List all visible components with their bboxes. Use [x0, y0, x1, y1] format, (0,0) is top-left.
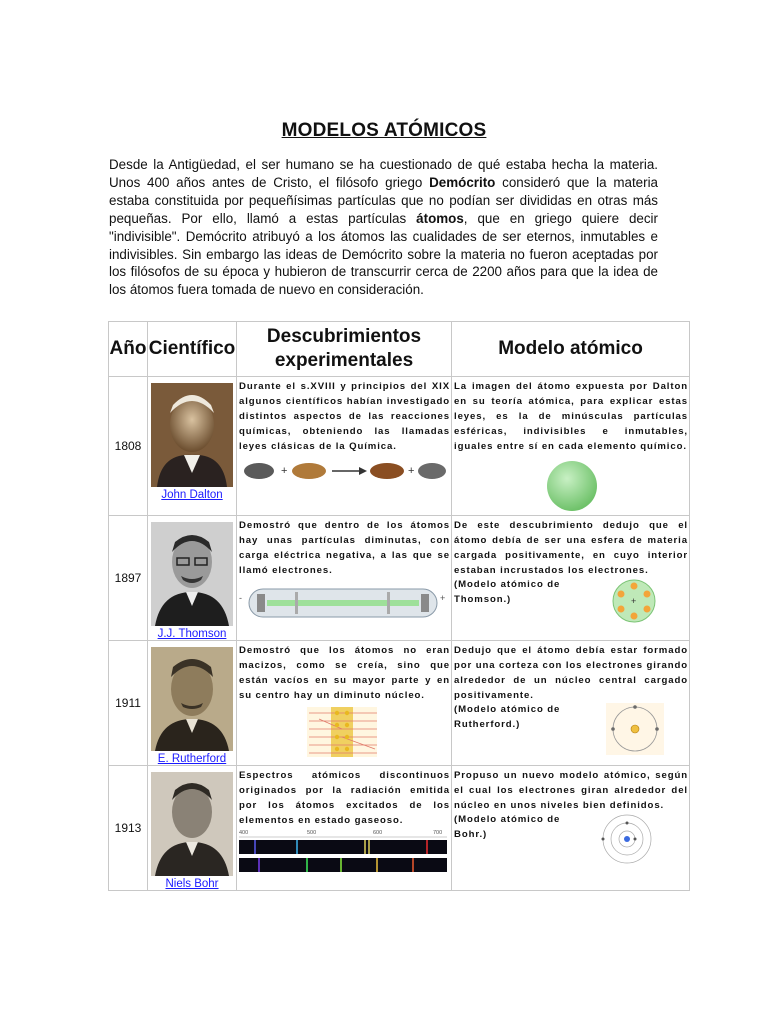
discovery-cell [237, 516, 452, 641]
svg-text:+: + [281, 465, 288, 477]
header-year: Año [109, 322, 148, 377]
table-row [109, 516, 690, 641]
bohr-model-figure [596, 813, 658, 865]
dalton-sphere-figure [452, 458, 688, 512]
header-scientist: Científico [148, 322, 237, 377]
header-model: Modelo atómico [452, 322, 690, 377]
discovery-cell [237, 641, 452, 766]
cathode-ray-tube-figure [237, 583, 449, 625]
rutherford-model-figure [606, 703, 664, 755]
gold-foil-experiment-figure [237, 705, 449, 759]
intro-text-1: Desde la Antigüedad, el ser humano se ha cuestionado de qué estaba hecha la materia. Unos 400 años antes de Cristo, el filósofo griego [109, 157, 658, 190]
spectrum-tick-600: 600 [373, 830, 383, 836]
svg-text:+: + [631, 596, 637, 606]
model-cell [452, 641, 690, 766]
chemical-reaction-figure [237, 456, 449, 482]
table-row [109, 377, 690, 516]
table-row [109, 766, 690, 891]
model-cell [452, 766, 690, 891]
scientist-link-thomson[interactable]: J.J. Thomson [157, 628, 227, 640]
spectrum-tick-700: 700 [433, 830, 443, 836]
bohr-portrait [151, 772, 233, 876]
intro-text-2: consideró que la materia estaba constituida por pequeñísimas partículas que no podían ser divididas en otras más pequeñas. Por ello, llamó a estas partículas [109, 174, 658, 226]
dalton-portrait [151, 383, 233, 487]
scientist-cell [148, 766, 237, 891]
year-cell: 1808 [109, 377, 148, 516]
discovery-cell [237, 377, 452, 516]
intro-paragraph [109, 156, 658, 299]
discovery-text: Espectros atómicos discontinuos originados por la radiación emitida por los átomos excitados de los elementos en estado gaseoso. [239, 770, 450, 826]
scientist-cell [148, 516, 237, 641]
svg-text:+: + [408, 465, 415, 477]
year-cell: 1897 [109, 516, 148, 641]
intro-text-3: , que en griego quiere decir "indivisible". Demócrito atribuyó a los átomos las cualidades de ser eternos, inmutables e indivisibles. Sin embargo las ideas de Demócrito sobre la materia no fueron aceptadas por los filósofos de su época y hubieron de transcurrir cerca de 2200 años para que la idea de los átomos fuera tomada de nuevo en consideración. [109, 210, 658, 298]
scientist-link-bohr[interactable]: Niels Bohr [165, 878, 219, 890]
model-note: (Modelo atómico de Thomson.) [454, 579, 561, 605]
spectrum-tick-400: 400 [239, 830, 249, 836]
discovery-cell [237, 766, 452, 891]
discovery-text: Demostró que los átomos no eran macizos, como se creía, sino que están vacíos en su mayor parte y en su centro hay un diminuto núcleo. [239, 645, 450, 701]
model-text: De este descubrimiento dedujo que el átomo debía de ser una esfera de materia cargada positivamente, en cuyo interior estaban incrustados los electrones. [454, 520, 688, 576]
rutherford-portrait [151, 647, 233, 751]
model-cell [452, 516, 690, 641]
model-cell [452, 377, 690, 516]
discovery-text: Demostró que dentro de los átomos hay unas partículas diminutas, con carga eléctrica negativa, a las que se llamó electrones. [239, 520, 450, 576]
intro-bold-democrito: Demócrito [429, 174, 496, 190]
page-title: MODELOS ATÓMICOS [281, 120, 487, 141]
model-text: Propuso un nuevo modelo atómico, según el cual los electrones giran alrededor del núcleo en unos niveles bien definidos. [454, 770, 688, 811]
table-header-row [109, 322, 690, 377]
scientist-link-rutherford[interactable]: E. Rutherford [157, 753, 227, 765]
thomson-model-figure [604, 578, 664, 624]
model-note: (Modelo atómico de Bohr.) [454, 814, 561, 840]
scientist-cell [148, 641, 237, 766]
year-cell: 1911 [109, 641, 148, 766]
year-cell: 1913 [109, 766, 148, 891]
discovery-text: Durante el s.XVIII y principios del XIX algunos científicos habían investigado distintos aspectos de las reacciones químicas, obteniendo las llamadas leyes clásicas de la Química. [239, 381, 450, 452]
svg-text:-: - [239, 593, 242, 603]
thomson-portrait [151, 522, 233, 626]
intro-bold-atomos: átomos [416, 210, 464, 226]
model-note: (Modelo atómico de Rutherford.) [454, 704, 561, 730]
svg-text:+: + [440, 593, 446, 603]
header-discoveries: Descubrimientos experimentales [237, 322, 452, 377]
spectrum-tick-500: 500 [307, 830, 317, 836]
scientist-cell [148, 377, 237, 516]
table-row [109, 641, 690, 766]
atomic-spectrum-figure [237, 828, 449, 876]
scientist-link-dalton[interactable]: John Dalton [161, 489, 223, 501]
model-text: Dedujo que el átomo debía estar formado por una corteza con los electrones girando alrededor de un núcleo central cargado positivamente. [454, 645, 688, 701]
model-text: La imagen del átomo expuesta por Dalton en su teoría atómica, para explicar estas leyes, es la de minúsculas partículas esféricas, indivisibles e inmutables, iguales entre sí en cada elemento químico. [454, 381, 688, 452]
atomic-models-table [108, 321, 690, 891]
